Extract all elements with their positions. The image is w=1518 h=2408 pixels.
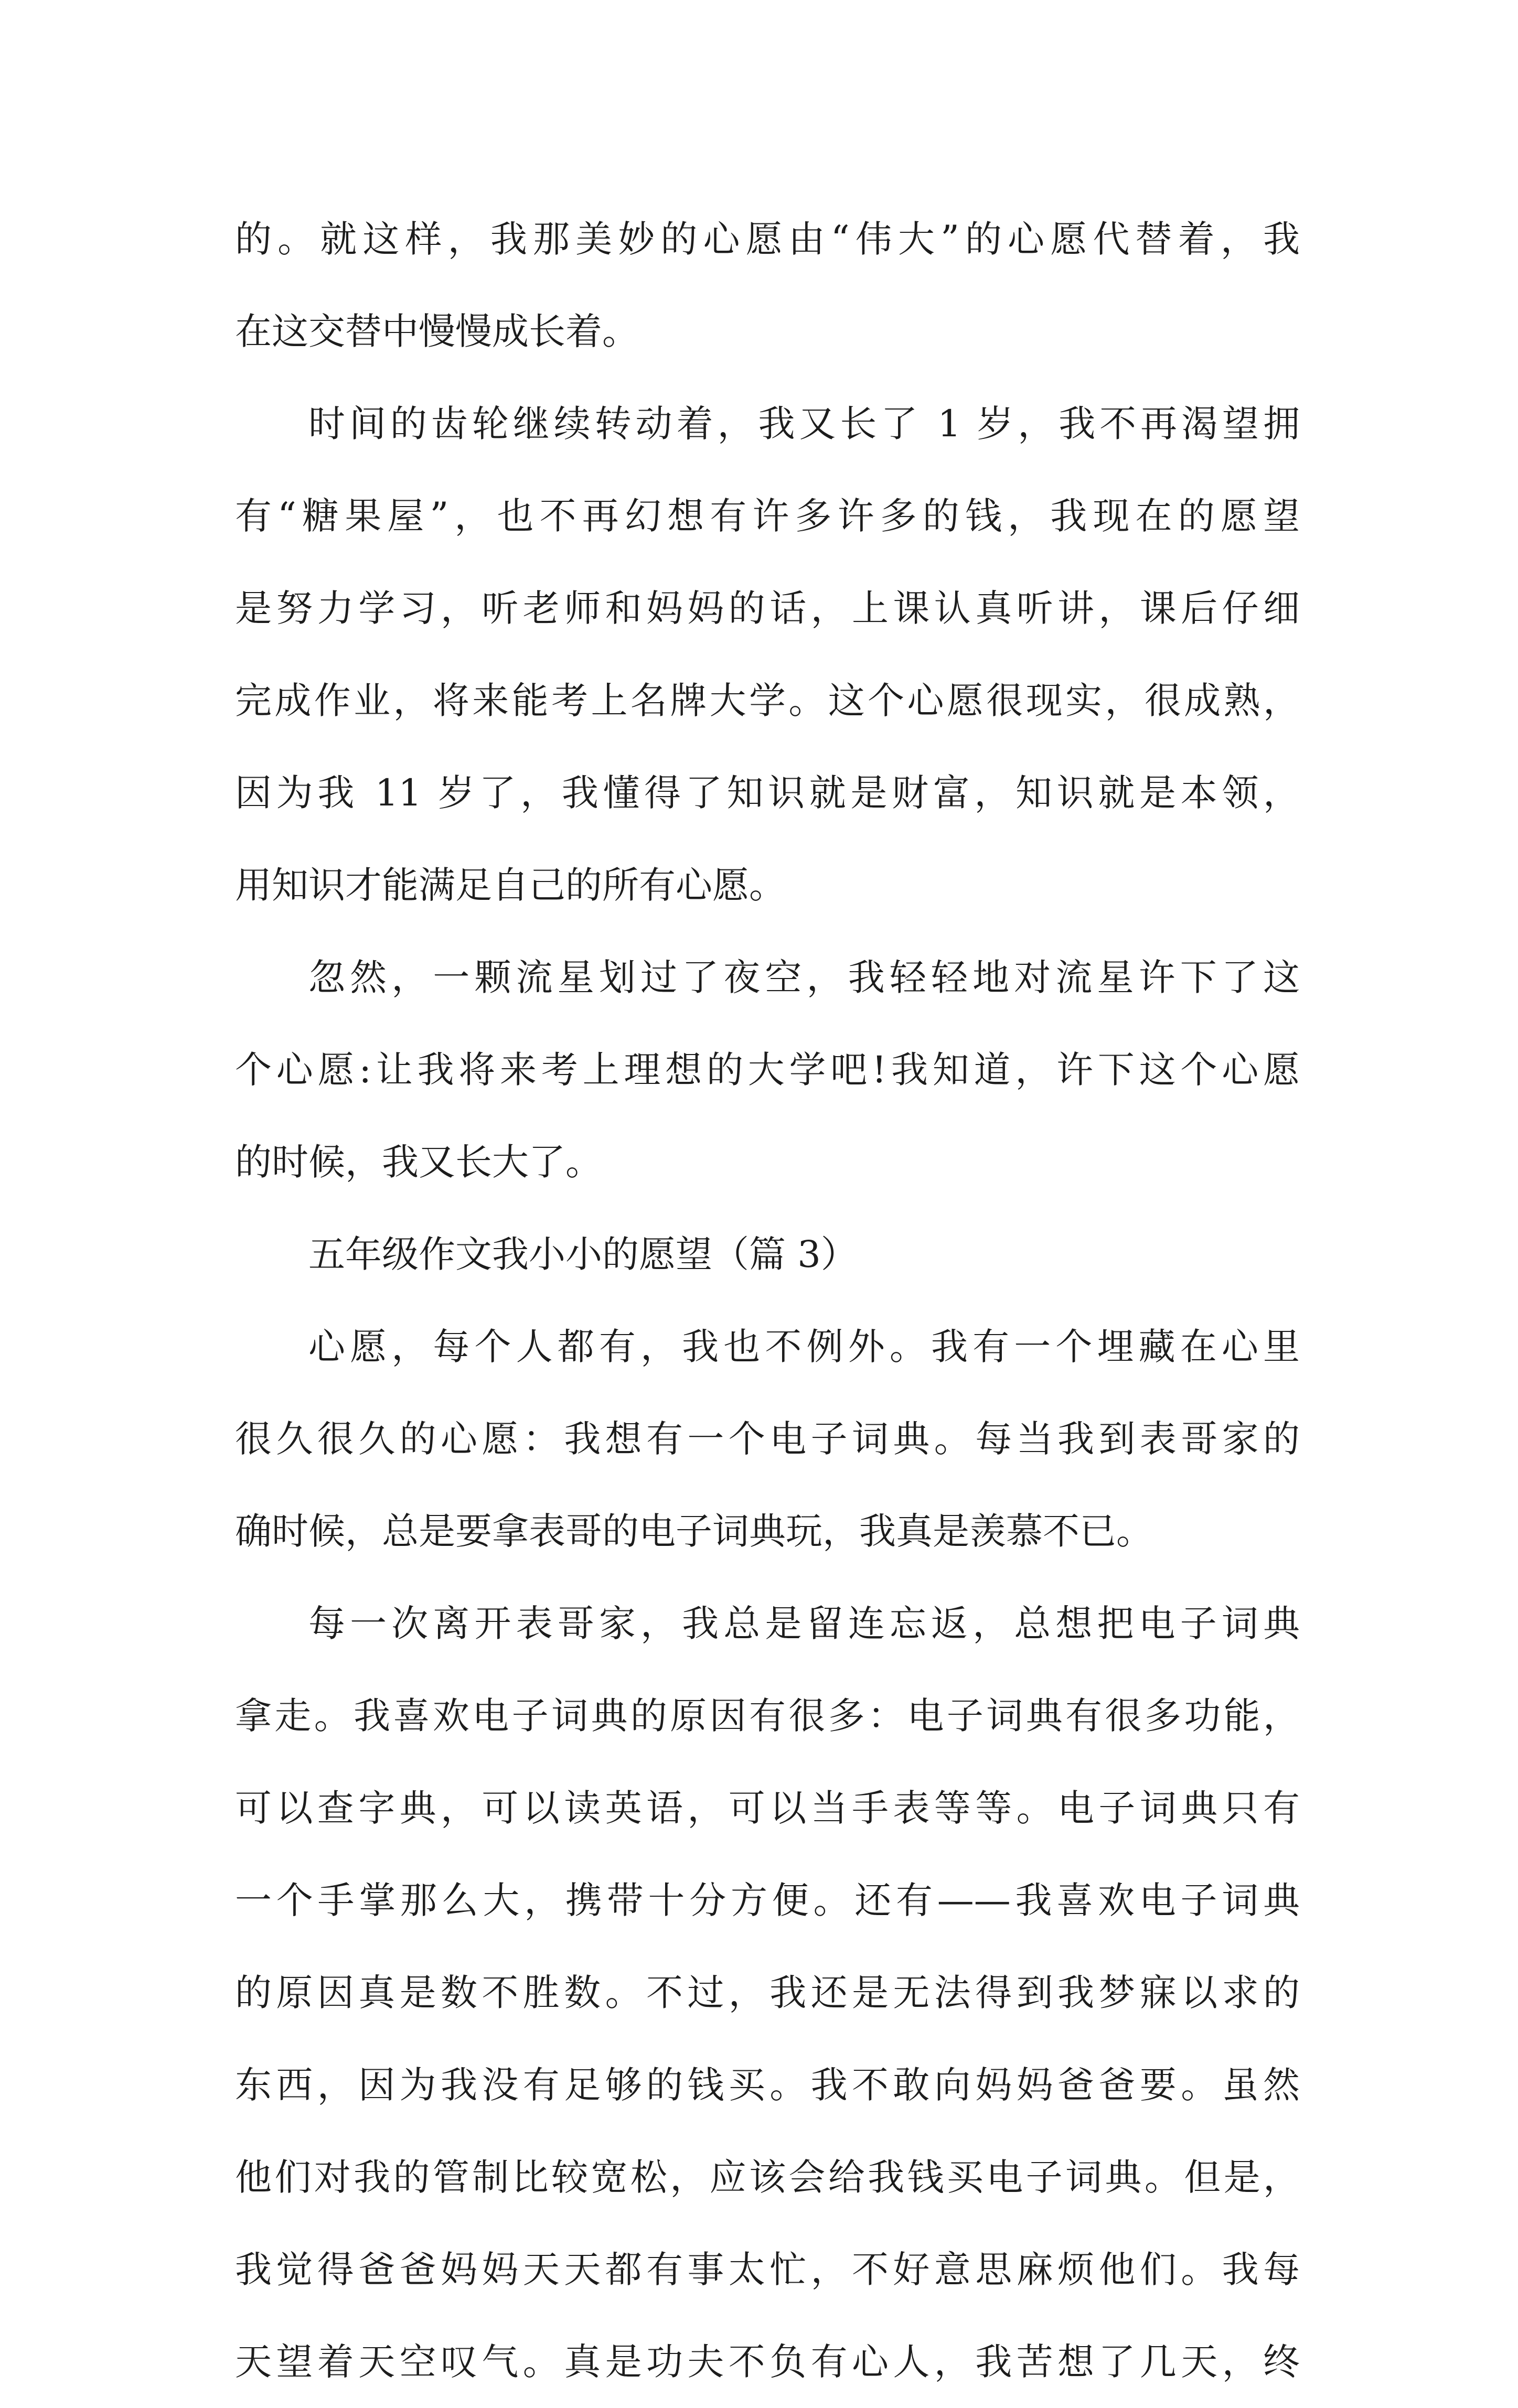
text-line: 可以查字典，可以读英语，可以当手表等等。电子词典只有 bbox=[235, 1787, 1300, 1830]
text-line: 的。就这样，我那美妙的心愿由“伟大”的心愿代替着，我 bbox=[235, 218, 1300, 261]
text-line: 用知识才能满足自己的所有心愿。 bbox=[235, 864, 786, 907]
text-line: 在这交替中慢慢成长着。 bbox=[235, 310, 639, 353]
text-line: 忽然，一颗流星划过了夜空，我轻轻地对流星许下了这 bbox=[308, 956, 1300, 999]
text-line: 每一次离开表哥家，我总是留连忘返，总想把电子词典 bbox=[308, 1602, 1300, 1645]
text-line: 心愿，每个人都有，我也不例外。我有一个埋藏在心里 bbox=[308, 1325, 1300, 1368]
text-line: 东西，因为我没有足够的钱买。我不敢向妈妈爸爸要。虽然 bbox=[235, 2063, 1300, 2106]
text-line: 的时候，我又长大了。 bbox=[235, 1141, 602, 1184]
text-line: 天望着天空叹气。真是功夫不负有心人，我苦想了几天，终 bbox=[235, 2340, 1300, 2383]
text-line: 是努力学习，听老师和妈妈的话，上课认真听讲，课后仔细 bbox=[235, 587, 1300, 630]
text-line: 时间的齿轮继续转动着，我又长了 1 岁，我不再渴望拥 bbox=[308, 402, 1300, 445]
text-line: 的原因真是数不胜数。不过，我还是无法得到我梦寐以求的 bbox=[235, 1971, 1300, 2014]
text-line: 个心愿:让我将来考上理想的大学吧!我知道，许下这个心愿 bbox=[235, 1048, 1300, 1091]
text-line: 一个手掌那么大，携带十分方便。还有——我喜欢电子词典 bbox=[235, 1879, 1300, 1922]
text-line: 因为我 11 岁了，我懂得了知识就是财富，知识就是本领， bbox=[235, 771, 1300, 814]
text-line: 有“糖果屋”，也不再幻想有许多许多的钱，我现在的愿望 bbox=[235, 494, 1300, 538]
text-line: 我觉得爸爸妈妈天天都有事太忙，不好意思麻烦他们。我每 bbox=[235, 2248, 1300, 2291]
section-heading: 五年级作文我小小的愿望（篇 3） bbox=[308, 1233, 858, 1276]
text-line: 确时候，总是要拿表哥的电子词典玩，我真是羡慕不已。 bbox=[235, 1510, 1153, 1553]
text-line: 完成作业，将来能考上名牌大学。这个心愿很现实，很成熟， bbox=[235, 679, 1300, 722]
text-line: 拿走。我喜欢电子词典的原因有很多：电子词典有很多功能， bbox=[235, 1694, 1300, 1737]
text-line: 很久很久的心愿：我想有一个电子词典。每当我到表哥家的 bbox=[235, 1417, 1300, 1460]
text-line: 他们对我的管制比较宽松，应该会给我钱买电子词典。但是， bbox=[235, 2156, 1300, 2199]
essay-body bbox=[235, 193, 1300, 2408]
